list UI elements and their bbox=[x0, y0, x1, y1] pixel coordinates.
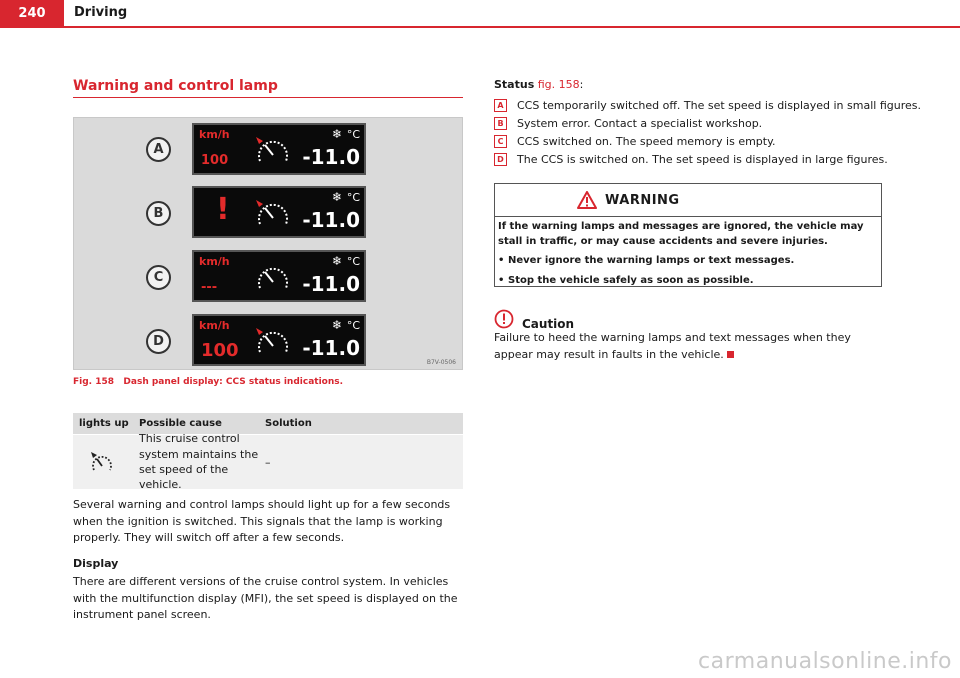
section-title: Warning and control lamp bbox=[73, 78, 278, 94]
bullet-icon: • bbox=[498, 255, 505, 266]
temperature: -11.0 bbox=[302, 208, 360, 232]
speedometer-icon bbox=[254, 262, 292, 294]
temperature: -11.0 bbox=[302, 272, 360, 296]
panel-letter-a: A bbox=[146, 137, 171, 162]
intro-paragraph: Several warning and control lamps should light up for a few seconds when the ignition is switched. This signals that the lamp is working properly. They will switch off after a few seconds. bbox=[73, 498, 451, 544]
snowflake-icon: ❄ bbox=[331, 318, 342, 332]
set-speed: 100 bbox=[201, 340, 239, 361]
cell-solution: – bbox=[265, 455, 271, 469]
status-label: Status bbox=[494, 78, 535, 91]
status-item-b bbox=[494, 117, 762, 130]
header-possible-cause: Possible cause bbox=[139, 418, 222, 429]
error-exclamation-icon: ! bbox=[216, 192, 230, 227]
temperature: -11.0 bbox=[302, 336, 360, 360]
header-solution: Solution bbox=[265, 418, 312, 429]
panel-letter-b: B bbox=[146, 201, 171, 226]
status-text: CCS temporarily switched off. The set speed is displayed in small figures. bbox=[517, 99, 921, 112]
temp-unit: °C bbox=[346, 255, 360, 268]
status-item-a bbox=[494, 99, 921, 112]
panel-letter-d: D bbox=[146, 329, 171, 354]
status-text: The CCS is switched on. The set speed is displayed in large figures. bbox=[517, 153, 888, 166]
speedometer-icon bbox=[254, 198, 292, 230]
caution-label: Caution bbox=[522, 317, 575, 331]
table-row bbox=[73, 432, 463, 492]
page-header bbox=[0, 0, 960, 28]
lamp-table bbox=[73, 413, 463, 492]
badge-c: C bbox=[494, 135, 507, 148]
set-speed: --- bbox=[201, 280, 218, 295]
status-text: CCS switched on. The speed memory is empty. bbox=[517, 135, 776, 148]
warning-text: If the warning lamps and messages are ignored, the vehicle may stall in traffic, or may cause accidents and severe injuries. bbox=[498, 221, 864, 247]
header-rule bbox=[0, 26, 960, 28]
display-panel-d bbox=[192, 314, 366, 366]
status-text: System error. Contact a specialist workshop. bbox=[517, 117, 763, 130]
caution-icon bbox=[494, 309, 514, 329]
bullet-icon: • bbox=[498, 274, 505, 286]
caption-label: Fig. 158 bbox=[73, 377, 115, 387]
caution-header bbox=[494, 307, 574, 331]
warning-triangle-icon bbox=[577, 191, 597, 209]
warning-header bbox=[495, 184, 881, 217]
cell-cause: This cruise control system maintains the set speed of the vehicle. bbox=[139, 432, 259, 492]
kmh-label: km/h bbox=[199, 319, 230, 332]
cruise-control-icon bbox=[90, 451, 114, 473]
page-number: 240 bbox=[0, 0, 64, 26]
display-panel-c bbox=[192, 250, 366, 302]
warning-box bbox=[494, 183, 882, 287]
panel-letter-c: C bbox=[146, 265, 171, 290]
figure-reference-link[interactable]: fig. 158 bbox=[537, 78, 580, 91]
snowflake-icon: ❄ bbox=[331, 127, 342, 141]
badge-d: D bbox=[494, 153, 507, 166]
speedometer-icon bbox=[254, 135, 292, 167]
chapter-title: Driving bbox=[74, 5, 128, 20]
figure-code: B7V-0506 bbox=[426, 359, 456, 366]
display-heading: Display bbox=[73, 557, 119, 570]
figure-caption bbox=[73, 377, 343, 387]
status-item-d bbox=[494, 153, 888, 166]
warning-label: WARNING bbox=[605, 192, 680, 208]
end-of-section-marker bbox=[727, 351, 734, 358]
temp-unit: °C bbox=[346, 319, 360, 332]
figure-ccs-display bbox=[73, 117, 463, 370]
temp-unit: °C bbox=[346, 128, 360, 141]
section-rule bbox=[73, 97, 463, 98]
display-paragraph: There are different versions of the cruise control system. In vehicles with the multifunction display (MFI), the set speed is displayed on the instrument panel screen. bbox=[73, 575, 458, 621]
caption-text: Dash panel display: CCS status indications. bbox=[123, 377, 344, 387]
header-lights-up: lights up bbox=[79, 418, 129, 429]
warning-body bbox=[498, 220, 878, 288]
display-panel-b bbox=[192, 186, 366, 238]
display-panel-a bbox=[192, 123, 366, 175]
badge-a: A bbox=[494, 99, 507, 112]
snowflake-icon: ❄ bbox=[331, 190, 342, 204]
status-heading: Status fig. 158: bbox=[494, 78, 584, 91]
kmh-label: km/h bbox=[199, 128, 230, 141]
snowflake-icon: ❄ bbox=[331, 254, 342, 268]
warning-bullet-1: • Never ignore the warning lamps or text messages. bbox=[498, 254, 878, 269]
speedometer-icon bbox=[254, 326, 292, 358]
temp-unit: °C bbox=[346, 191, 360, 204]
warning-bullet-2: • Stop the vehicle safely as soon as possible. bbox=[498, 274, 878, 289]
set-speed: 100 bbox=[201, 153, 229, 168]
watermark: carmanualsonline.info bbox=[698, 649, 952, 674]
status-item-c bbox=[494, 135, 776, 148]
temperature: -11.0 bbox=[302, 145, 360, 169]
badge-b: B bbox=[494, 117, 507, 130]
caution-paragraph: Failure to heed the warning lamps and text messages when they appear may result in faults in the vehicle. bbox=[494, 331, 851, 361]
kmh-label: km/h bbox=[199, 255, 230, 268]
